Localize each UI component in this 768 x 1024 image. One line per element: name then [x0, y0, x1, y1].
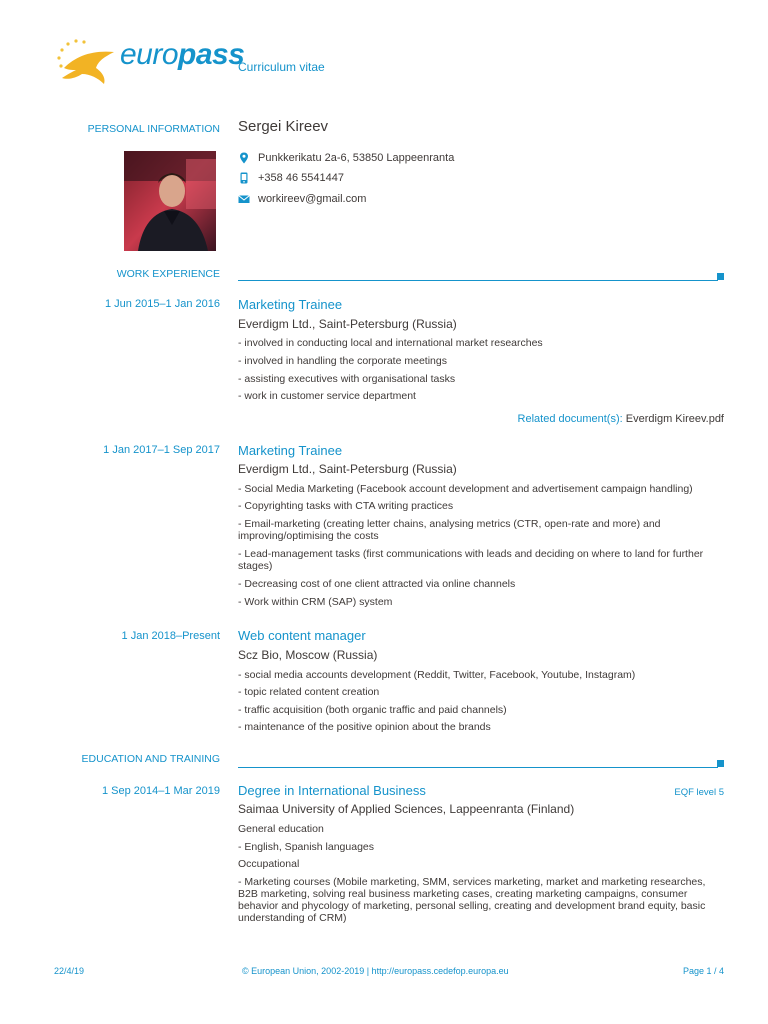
mobile-phone-icon	[238, 172, 250, 184]
job-title: Marketing Trainee	[238, 443, 343, 458]
education-institution: Saimaa University of Applied Sciences, Lappeenranta (Finland)	[238, 802, 575, 816]
list-item: - maintenance of the positive opinion about the brands	[238, 721, 491, 733]
personal-info-label: PERSONAL INFORMATION	[87, 123, 220, 135]
eqf-level: EQF level 5	[674, 787, 724, 798]
cv-title: Curriculum vitae	[238, 60, 325, 74]
location-pin-icon	[238, 152, 250, 164]
related-document-link[interactable]: Everdigm Kireev.pdf	[625, 413, 724, 425]
logo-wordmark: europass	[120, 38, 245, 71]
list-item: - Email-marketing (creating letter chains, analysing metrics (CTR, open-rate and more) and improving/optimising the costs	[238, 518, 661, 542]
email-link[interactable]: workireev@gmail.com	[258, 193, 367, 205]
list-item: - social media accounts development (Reddit, Twitter, Facebook, Youtube, Instagram)	[238, 669, 636, 681]
general-education-label: General education	[238, 823, 324, 835]
list-item: - Social Media Marketing (Facebook account development and advertisement campaign handling)	[238, 483, 693, 495]
profile-photo	[124, 151, 216, 251]
section-divider	[238, 280, 718, 281]
list-item: - English, Spanish languages	[238, 841, 375, 853]
job-title: Web content manager	[238, 628, 366, 643]
job-title: Marketing Trainee	[238, 297, 343, 312]
list-item: - Marketing courses (Mobile marketing, SMM, services marketing, market and marketing researches, B2B marketing, solving real business marketing cases, creating marketing campaigns, consumer behavior and phycology of marketing, personal selling, creating and development brand equity, basic understanding of CRM)	[238, 876, 706, 924]
list-item: - topic related content creation	[238, 686, 380, 698]
job-employer: Everdigm Ltd., Saint-Petersburg (Russia)	[238, 462, 457, 476]
europass-figure-icon	[54, 38, 124, 86]
phone-text: +358 46 5541447	[258, 172, 344, 184]
footer-copyright[interactable]: © European Union, 2002-2019 | http://europass.cedefop.europa.eu	[242, 966, 509, 976]
envelope-icon	[238, 193, 250, 205]
footer-date: 22/4/19	[54, 966, 85, 976]
list-item: - involved in conducting local and international market researches	[238, 337, 543, 349]
list-item: - Work within CRM (SAP) system	[238, 596, 393, 608]
occupational-label: Occupational	[238, 858, 300, 870]
education-label: EDUCATION AND TRAINING	[81, 753, 220, 765]
address-text: Punkkerikatu 2a-6, 53850 Lappeenranta	[258, 152, 455, 164]
europass-logo	[54, 38, 245, 86]
job-date: 1 Jan 2018–Present	[121, 630, 220, 642]
list-item: - work in customer service department	[238, 390, 416, 402]
job-employer: Everdigm Ltd., Saint-Petersburg (Russia)	[238, 317, 457, 331]
section-divider	[238, 767, 718, 768]
degree-title: Degree in International Business	[238, 783, 426, 798]
footer-page-number: Page 1 / 4	[682, 966, 724, 976]
related-documents-label: Related document(s):	[517, 413, 623, 425]
list-item: - involved in handling the corporate meetings	[238, 355, 447, 367]
list-item: - assisting executives with organisational tasks	[238, 373, 456, 385]
section-divider-square	[717, 273, 724, 280]
education-date: 1 Sep 2014–1 Mar 2019	[101, 785, 220, 797]
job-date: 1 Jun 2015–1 Jan 2016	[105, 298, 220, 310]
list-item: - Copyrighting tasks with CTA writing practices	[238, 500, 454, 512]
work-experience-label: WORK EXPERIENCE	[116, 268, 220, 280]
list-item: - Lead-management tasks (first communications with leads and deciding on where to land for further stages)	[238, 548, 704, 572]
section-divider-square	[717, 760, 724, 767]
job-date: 1 Jan 2017–1 Sep 2017	[103, 444, 220, 456]
list-item: - Decreasing cost of one client attracted via online channels	[238, 578, 516, 590]
person-name: Sergei Kireev	[238, 118, 329, 135]
job-employer: Scz Bio, Moscow (Russia)	[238, 648, 378, 662]
related-documents	[518, 413, 724, 425]
list-item: - traffic acquisition (both organic traffic and paid channels)	[238, 704, 507, 716]
